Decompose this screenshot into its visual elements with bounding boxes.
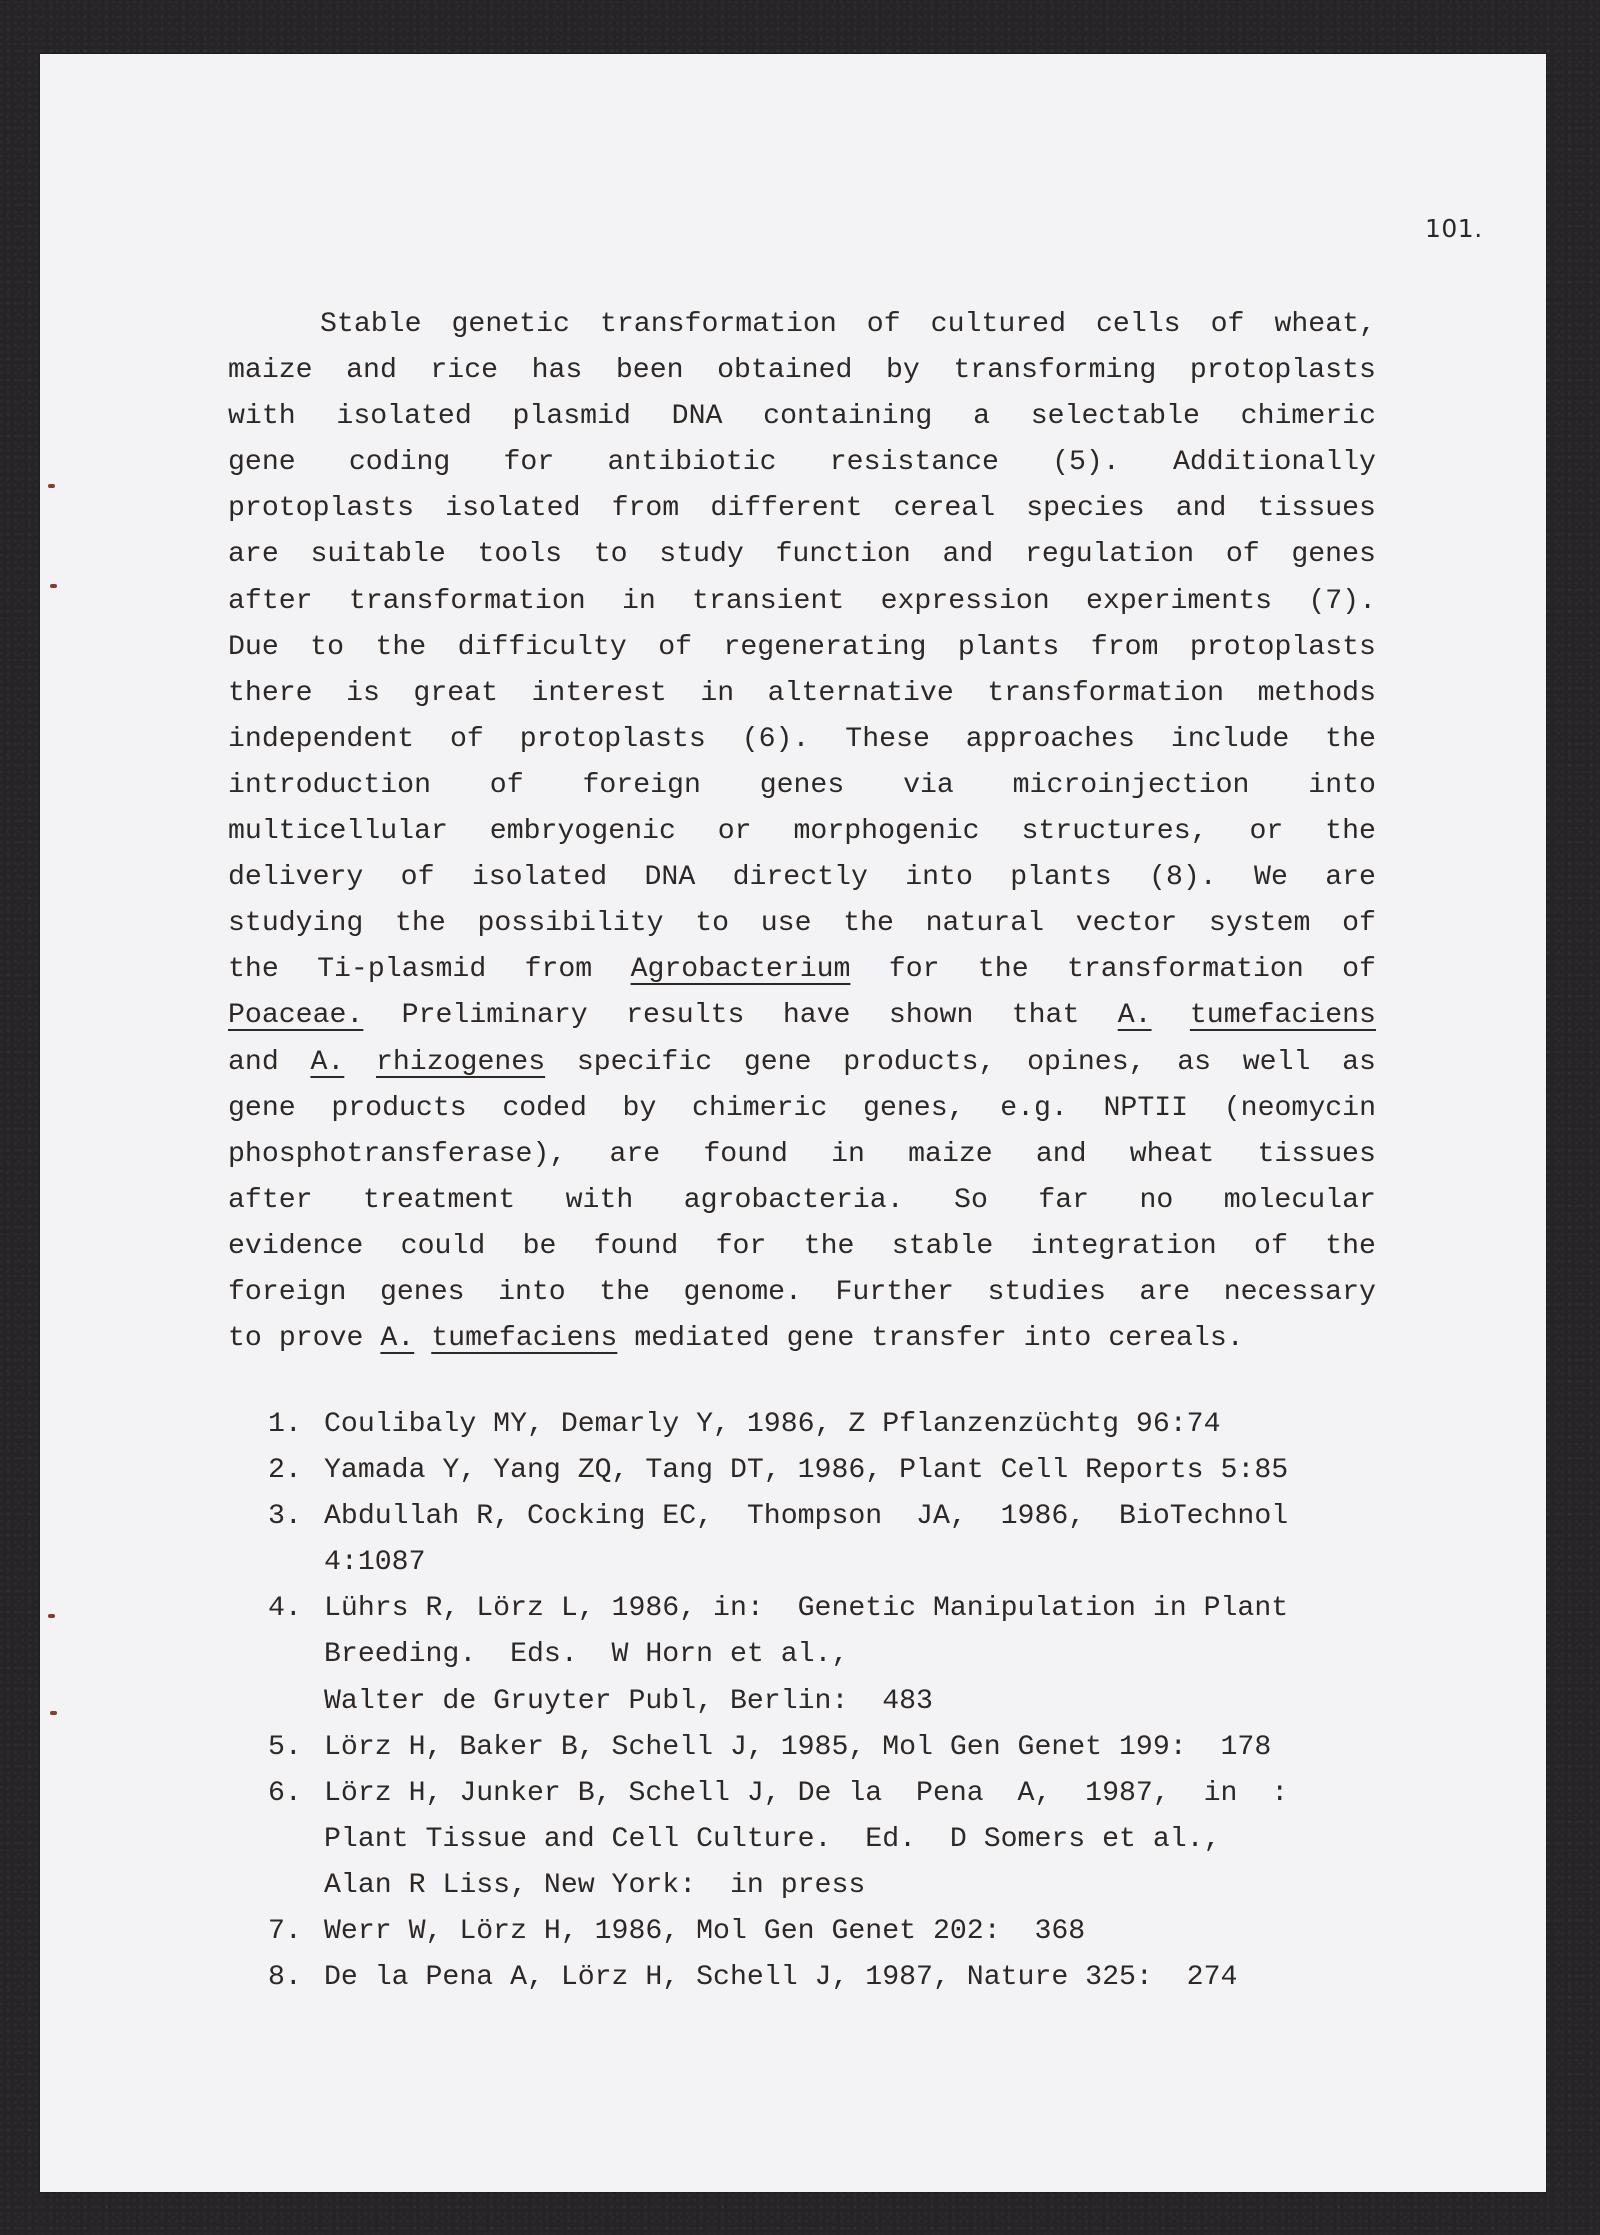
word: genes, [863, 1092, 965, 1124]
word: with [565, 1184, 634, 1216]
word: suitable [310, 539, 446, 571]
body-line [228, 1316, 1376, 1362]
body-line [228, 947, 1376, 993]
word: transformation [987, 677, 1225, 709]
word: to [310, 631, 345, 663]
word: DNA [671, 401, 723, 433]
reference-number: 8. [268, 1962, 302, 1994]
word: alternative [767, 677, 954, 709]
word: prove [278, 1323, 364, 1355]
word: the [977, 954, 1029, 986]
word: of [400, 862, 435, 894]
underlined-term: Poaceae. [228, 1000, 364, 1032]
reference-item [268, 1771, 1378, 1909]
word: opines, [1027, 1046, 1146, 1078]
word: studies [987, 1276, 1106, 1308]
word: expression [880, 585, 1050, 617]
reference-number: 4. [268, 1593, 302, 1625]
word: as [1342, 1046, 1376, 1078]
body-line [228, 625, 1376, 671]
word: coding [348, 447, 451, 479]
body-line [228, 1040, 1376, 1086]
word: no [1139, 1184, 1174, 1216]
word: mediated [634, 1323, 770, 1355]
word: genome. [683, 1276, 802, 1308]
word: (5). [1052, 447, 1120, 479]
word: genetic [451, 309, 570, 340]
body-line [228, 855, 1376, 901]
word: well [1242, 1046, 1311, 1078]
word: and [1175, 493, 1227, 525]
underlined-term: tumefaciens [1189, 1000, 1376, 1032]
body-line [228, 440, 1376, 486]
word: as [1177, 1046, 1212, 1078]
word: into [905, 862, 973, 894]
word: of [1210, 309, 1245, 340]
body-line [228, 1224, 1376, 1270]
word: is [346, 677, 380, 709]
reference-text: Werr W, Lörz H, 1986, Mol Gen Genet 202: 368 [324, 1916, 1086, 1948]
word: tissues [1257, 1138, 1376, 1170]
word: transformation [1066, 954, 1304, 986]
margin-tick-mark [50, 584, 57, 588]
reference-text: Abdullah R, Cocking EC, Thompson JA, 1986, BioTechnol [324, 1501, 1289, 1533]
word: gene [786, 1323, 855, 1355]
word: be [522, 1230, 557, 1262]
word: been [615, 355, 684, 387]
word: We [1254, 862, 1288, 894]
word: of [866, 309, 901, 340]
word: from [524, 954, 593, 986]
word: or [717, 816, 752, 848]
word: morphogenic [793, 816, 980, 848]
word: the [843, 908, 894, 940]
body-line [228, 394, 1376, 440]
word: results [626, 1000, 745, 1032]
word: regenerating [723, 631, 927, 663]
word: far [1038, 1184, 1090, 1216]
word: stable [891, 1230, 994, 1262]
word: protoplasts [228, 493, 415, 525]
word: are [1325, 862, 1376, 894]
reference-list [268, 1402, 1378, 2001]
word: interest [531, 677, 667, 709]
word: by [885, 355, 920, 387]
word: great [413, 677, 498, 709]
word: use [760, 908, 812, 940]
body-line [228, 901, 1376, 947]
word: treatment [362, 1184, 516, 1216]
word: of [489, 769, 524, 801]
underlined-term: A. [1117, 1000, 1152, 1032]
word: Stable [320, 309, 422, 340]
word: function [775, 539, 911, 571]
reference-text: Lörz H, Baker B, Schell J, 1985, Mol Gen Genet 199: 178 [324, 1731, 1272, 1763]
body-line [228, 1270, 1376, 1316]
word: species [1026, 493, 1145, 525]
reference-text: Lörz H, Junker B, Schell J, De la Pena A, 1987, in : [324, 1777, 1289, 1809]
word: transformation [348, 585, 586, 617]
word: after [228, 585, 313, 617]
word: have [782, 1000, 851, 1032]
word: a [973, 401, 990, 433]
word: agrobacteria. [683, 1184, 904, 1216]
word: independent [228, 723, 415, 755]
word: shown [888, 1000, 974, 1032]
word: protoplasts [1189, 355, 1376, 387]
body-line [228, 671, 1376, 717]
word: (8). [1149, 862, 1217, 894]
word: are [609, 1138, 661, 1170]
word: of [658, 631, 693, 663]
reference-item [268, 1909, 1378, 1955]
word: transfer [871, 1323, 1007, 1355]
word: the [599, 1276, 651, 1308]
reference-text: Breeding. Eds. W Horn et al., [324, 1639, 849, 1671]
word: genes [1291, 539, 1376, 571]
word: different [710, 493, 863, 525]
word: Due [228, 631, 279, 663]
reference-number: 6. [268, 1777, 302, 1809]
reference-item [268, 1955, 1378, 2001]
word: coded [502, 1092, 587, 1124]
word: products [331, 1092, 467, 1124]
body-line [228, 717, 1376, 763]
word: microinjection [1012, 769, 1250, 801]
reference-text: 4:1087 [324, 1547, 426, 1579]
word: into [1023, 1323, 1092, 1355]
word: integration [1030, 1230, 1217, 1262]
word: cells [1096, 309, 1181, 340]
word: into [1308, 769, 1376, 801]
word: cultured [930, 309, 1066, 340]
word: of [1254, 1230, 1288, 1262]
word: tools [477, 539, 563, 571]
word: necessary [1223, 1276, 1376, 1308]
word: genes [759, 769, 845, 801]
word: the [375, 631, 427, 663]
word: NPTII [1103, 1092, 1189, 1124]
word: These [845, 723, 930, 755]
word: has [531, 355, 583, 387]
word: in [831, 1138, 865, 1170]
word: gene [228, 1092, 296, 1124]
word: the [395, 908, 446, 940]
word: to [593, 539, 628, 571]
reference-item [268, 1725, 1378, 1771]
reference-text: Alan R Liss, New York: in press [324, 1869, 866, 1901]
word: protoplasts [519, 723, 706, 755]
word: studying [228, 908, 364, 940]
word: e.g. [1000, 1092, 1068, 1124]
word: (6). [741, 723, 810, 755]
word: isolated [445, 493, 581, 525]
reference-number: 7. [268, 1916, 302, 1948]
word: protoplasts [1189, 631, 1376, 663]
word: embryogenic [489, 816, 676, 848]
reference-item [268, 1494, 1378, 1586]
word: DNA [644, 862, 696, 894]
reference-number: 2. [268, 1455, 302, 1487]
body-line [228, 348, 1376, 394]
word: to [695, 908, 730, 940]
document-page [40, 54, 1546, 2192]
word: wheat [1129, 1138, 1215, 1170]
word: molecular [1223, 1184, 1376, 1216]
word: the [1325, 1230, 1376, 1262]
word: plants [957, 631, 1060, 663]
body-line [228, 993, 1376, 1039]
word: Additionally [1172, 447, 1376, 479]
word: are [228, 539, 279, 571]
word: evidence [228, 1230, 364, 1262]
body-line [228, 763, 1376, 809]
word: antibiotic [607, 447, 777, 479]
word: transient [692, 585, 845, 617]
margin-tick-mark [48, 484, 55, 488]
word: methods [1257, 677, 1376, 709]
word: isolated [471, 862, 608, 894]
word: introduction [228, 769, 431, 801]
word: difficulty [457, 631, 627, 663]
word: cereals. [1108, 1323, 1244, 1355]
word: transformation [599, 309, 837, 340]
word: chimeric [692, 1092, 828, 1124]
word: plasmid [512, 401, 631, 433]
word: multicellular [228, 816, 448, 848]
word: from [611, 493, 680, 525]
word: gene [228, 447, 296, 479]
word: vector [1075, 908, 1178, 940]
word: and [1035, 1138, 1087, 1170]
word: are [1139, 1276, 1191, 1308]
reference-item [268, 1402, 1378, 1448]
margin-tick-mark [48, 1614, 55, 1618]
word: selectable [1030, 401, 1200, 433]
word: rice [430, 355, 499, 387]
reference-number: 3. [268, 1501, 302, 1533]
reference-text: Plant Tissue and Cell Culture. Ed. D Somers et al., [324, 1823, 1221, 1855]
word: experiments [1085, 585, 1273, 617]
word: transforming [953, 355, 1157, 387]
word: or [1249, 816, 1284, 848]
word: and [346, 355, 397, 387]
word: of [1342, 954, 1376, 986]
word: chimeric [1240, 401, 1376, 433]
word: containing [763, 401, 933, 433]
word: for [503, 447, 555, 479]
word: maize [908, 1138, 993, 1170]
word: the [803, 1230, 855, 1262]
word: in [700, 677, 735, 709]
body-line [228, 1178, 1376, 1224]
word: structures, [1021, 816, 1208, 848]
word: Further [835, 1276, 954, 1308]
word: of [1342, 908, 1376, 940]
word: found [703, 1138, 788, 1170]
body-line [228, 809, 1376, 855]
word: and [228, 1046, 279, 1078]
word: resistance [829, 447, 999, 479]
word: into [498, 1276, 566, 1308]
word: for [715, 1230, 767, 1262]
word: of [449, 723, 484, 755]
word: regulation [1024, 539, 1195, 571]
body-line [228, 486, 1376, 532]
word: there [228, 677, 313, 709]
word: include [1170, 723, 1290, 755]
word: obtained [717, 355, 853, 387]
margin-tick-mark [50, 1711, 57, 1715]
word: after [228, 1184, 313, 1216]
word: system [1208, 908, 1311, 940]
word: maize [228, 355, 313, 387]
word: that [1011, 1000, 1080, 1032]
body-line [228, 1132, 1376, 1178]
underlined-term: A. [380, 1323, 415, 1355]
reference-number: 5. [268, 1731, 302, 1763]
word: phosphotransferase), [228, 1138, 567, 1170]
word: by [622, 1092, 657, 1124]
word: via [903, 769, 954, 801]
body-paragraph [228, 302, 1376, 1362]
word: Preliminary [401, 1000, 588, 1032]
word: wheat, [1274, 309, 1376, 340]
word: natural [925, 908, 1045, 940]
body-line [228, 579, 1376, 625]
word: Ti-plasmid [317, 954, 487, 986]
word: with [228, 401, 296, 433]
word: products, [843, 1046, 996, 1078]
word: could [400, 1230, 486, 1262]
word: cereal [893, 493, 996, 525]
word: study [659, 539, 744, 571]
reference-item [268, 1586, 1378, 1724]
underlined-term: rhizogenes [375, 1046, 546, 1078]
word: found [593, 1230, 679, 1262]
reference-text: Yamada Y, Yang ZQ, Tang DT, 1986, Plant Cell Reports 5:85 [324, 1455, 1289, 1487]
word: delivery [228, 862, 364, 894]
word: from [1090, 631, 1159, 663]
reference-text: Walter de Gruyter Publ, Berlin: 483 [324, 1685, 933, 1717]
word: tissues [1257, 493, 1376, 525]
word: the [1325, 816, 1376, 848]
word: the [1325, 723, 1376, 755]
underlined-term: Agrobacterium [630, 954, 851, 986]
word: (7). [1308, 585, 1376, 617]
word: of [1225, 539, 1260, 571]
underlined-term: tumefaciens [431, 1323, 618, 1355]
body-line [228, 302, 1376, 348]
word: and [942, 539, 994, 571]
reference-text: Lührs R, Lörz L, 1986, in: Genetic Manipulation in Plant [324, 1593, 1289, 1625]
word: specific [576, 1046, 713, 1078]
reference-text: De la Pena A, Lörz H, Schell J, 1987, Nature 325: 274 [324, 1962, 1238, 1994]
underlined-term: A. [310, 1046, 345, 1078]
reference-number: 1. [268, 1409, 302, 1440]
word: the [228, 954, 279, 986]
word: approaches [965, 723, 1135, 755]
word: to [228, 1323, 262, 1355]
word: genes [379, 1276, 465, 1308]
word: gene [743, 1046, 812, 1078]
word: possibility [477, 908, 664, 940]
reference-item [268, 1448, 1378, 1494]
word: (neomycin [1223, 1092, 1376, 1124]
word: in [621, 585, 656, 617]
word: foreign [228, 1276, 347, 1308]
word: directly [732, 862, 868, 894]
word: isolated [336, 401, 472, 433]
word: foreign [582, 769, 701, 801]
reference-text: Coulibaly MY, Demarly Y, 1986, Z Pflanzenzüchtg 96:74 [324, 1409, 1221, 1440]
word: So [954, 1184, 988, 1216]
body-line [228, 1086, 1376, 1132]
page-number: 101. [1425, 214, 1483, 243]
word: plants [1010, 862, 1112, 894]
word: for [888, 954, 940, 986]
body-line [228, 532, 1376, 578]
